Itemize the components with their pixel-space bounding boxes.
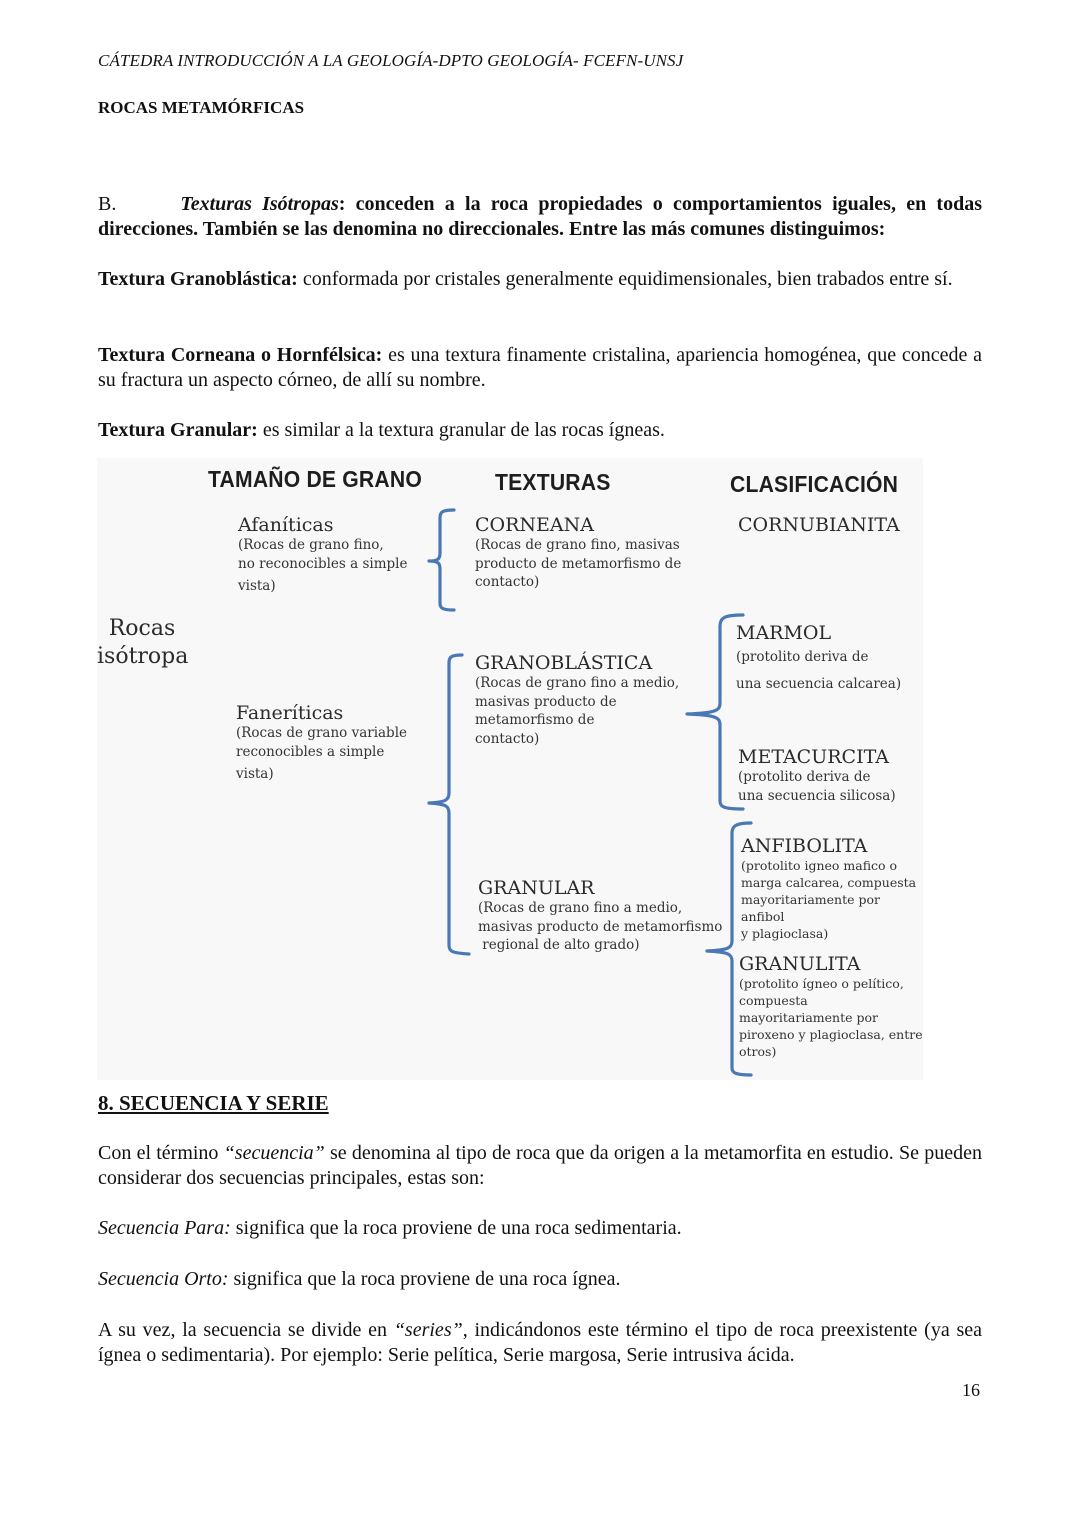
header-classification: CLASIFICACIÓN [730,471,899,497]
series-term: “series” [393,1319,463,1341]
bracket-faneriticas [429,655,469,954]
secuencia-para: Secuencia Para: significa que la roca proviene de una roca sedimentaria. [98,1217,682,1239]
document-topic: ROCAS METAMÓRFICAS [98,98,305,117]
texture-label: Textura Granular: [98,419,258,441]
secuencia-term: “secuencia” [223,1142,325,1164]
class-granulita: GRANULITA (protolito ígneo o pelítico, compuesta mayoritariamente por piroxeno y plagioclasa, entre otros) [739,953,923,1059]
texture-node-corneana: CORNEANA (Rocas de grano fino, masivas producto de metamorfismo de contacto) [475,514,682,590]
isotropic-rocks-diagram [97,458,923,1080]
secuencia-orto: Secuencia Orto: significa que la roca proviene de una roca ígnea. [98,1268,621,1290]
texture-granular [98,418,982,443]
texture-text: es similar a la textura granular de las rocas ígneas. [257,419,665,441]
class-marmol: MARMOL (protolito deriva de una secuencia calcarea) [736,622,902,692]
intro-letter: B. [98,193,117,215]
intro-paragraph [98,192,982,242]
root-node: Rocas isótropa [97,616,189,669]
series-paragraph: A su vez, la secuencia se divide en “series”, indicándonos este término el tipo de roca preexistente (ya sea ígnea o sedimentaria). Por ejemplo: Serie pelítica, Serie margosa, Serie intrusiva ácida. [98,1319,983,1366]
header-grain-size: TAMAÑO DE GRANO [208,466,422,492]
class-anfibolita: ANFIBOLITA (protolito igneo mafico o marga calcarea, compuesta mayoritariamente por anfibol y plagioclasa) [741,835,917,941]
class-metacurcita: METACURCITA (protolito deriva de una secuencia silicosa) [738,746,896,804]
header-textures: TEXTURAS [495,469,611,495]
texture-granoblastica [98,267,982,292]
section-title: 8. SECUENCIA Y SERIE [98,1091,329,1115]
texture-text: es una textura finamente cristalina, apariencia homogénea, que concede a su fractura un aspecto córneo, de allí su nombre. [98,344,983,391]
secuencia-paragraph: Con el término “secuencia” se denomina al tipo de roca que da origen a la metamorfita en estudio. Se pueden considerar dos secuencias principales, estas son: [98,1142,982,1189]
texture-node-granoblastica: GRANOBLÁSTICA (Rocas de grano fino a medio, masivas producto de metamorfismo de contacto) [475,652,680,747]
class-cornubianita: CORNUBIANITA [738,514,900,536]
texture-node-granular: GRANULAR (Rocas de grano fino a medio, masivas producto de metamorfismo regional de alto grado) [478,877,723,953]
texture-label: Textura Corneana o Hornfélsica: [98,344,383,366]
bracket-granoblastica [687,615,743,809]
texture-label: Textura Granoblástica: [98,268,298,290]
texture-corneana [98,343,982,393]
page-number: 16 [962,1380,980,1400]
intro-text: : conceden a la roca propiedades o comportamientos iguales, en todas direcciones. También se las denomina no direccionales. Entre las más comunes distinguimos: [98,193,982,240]
grain-faneriticas: Faneríticas (Rocas de grano variable reconocibles a simple vista) [236,702,408,782]
texture-text: conformada por cristales generalmente equidimensionales, bien trabados entre sí. [297,268,953,290]
bracket-afaniticas [429,510,454,610]
document-header: CÁTEDRA INTRODUCCIÓN A LA GEOLOGÍA-DPTO GEOLOGÍA- FCEFN-UNSJ [98,51,684,70]
intro-term: Texturas Isótropas [180,193,339,215]
grain-afaniticas: Afaníticas (Rocas de grano fino, no reconocibles a simple vista) [238,514,408,594]
